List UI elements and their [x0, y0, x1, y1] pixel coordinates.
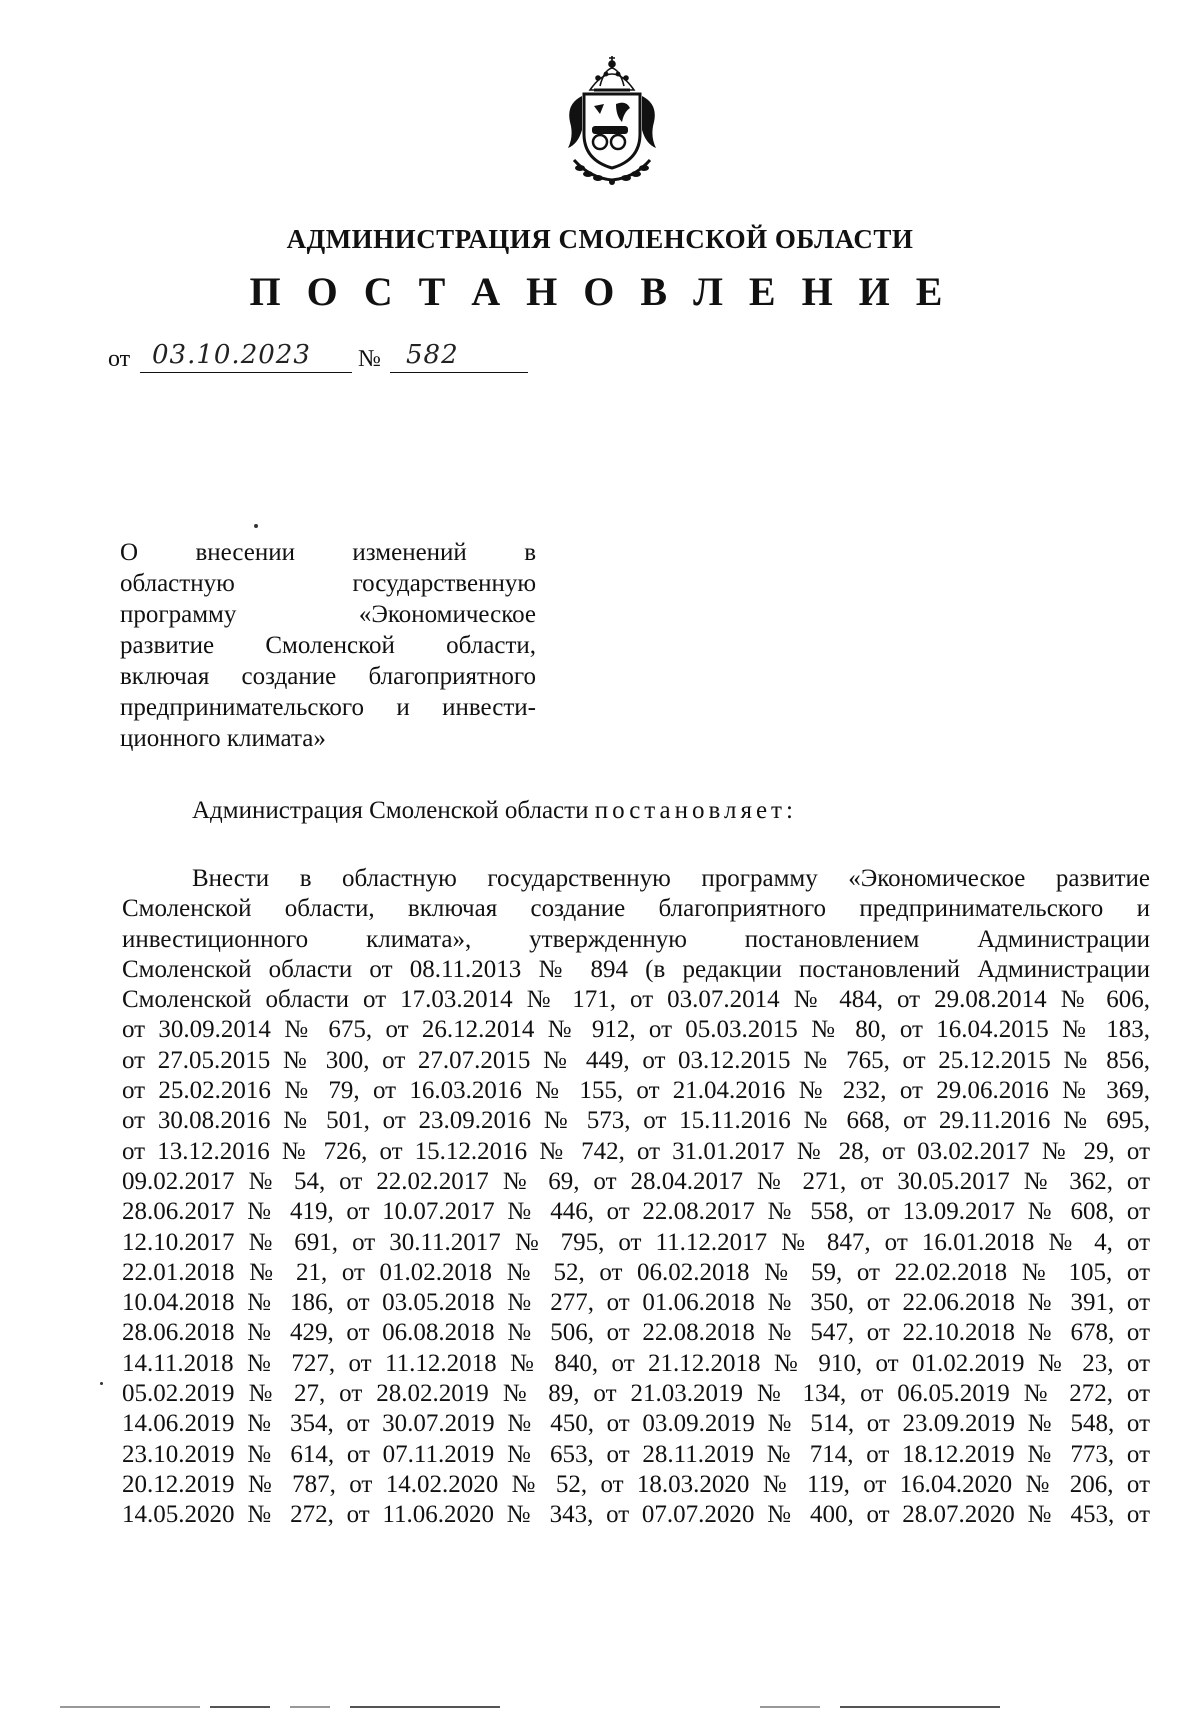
subject-line: развитие Смоленской области,: [120, 632, 536, 659]
body-line: 14.11.2018 № 727, от 11.12.2018 № 840, от 21.12.2018 № 910, от 01.02.2019 № 23, от: [122, 1349, 1150, 1377]
body-paragraph: [122, 864, 1150, 1531]
body-line: от 13.12.2016 № 726, от 15.12.2016 № 742, от 31.01.2017 № 28, от 03.02.2017 № 29, от: [122, 1137, 1150, 1165]
body-line: 10.04.2018 № 186, от 03.05.2018 № 277, от 01.06.2018 № 350, от 22.06.2018 № 391, от: [122, 1289, 1150, 1317]
subject-line: областную государственную: [120, 570, 536, 597]
number-underline: [390, 372, 528, 373]
body-line: инвестиционного климата», утвержденную постановлением Администрации: [122, 925, 1150, 953]
body-line: от 27.05.2015 № 300, от 27.07.2015 № 449, от 03.12.2015 № 765, от 25.12.2015 № 856,: [122, 1046, 1150, 1074]
body-line: 05.02.2019 № 27, от 28.02.2019 № 89, от 21.03.2019 № 134, от 06.05.2019 № 272, от: [122, 1380, 1150, 1408]
body-line: 14.05.2020 № 272, от 11.06.2020 № 343, от 07.07.2020 № 400, от 28.07.2020 № 453, от: [122, 1501, 1150, 1529]
body-line: Смоленской области от 08.11.2013 № 894 (в редакции постановлений Администрации: [122, 955, 1150, 983]
body-line: 28.06.2018 № 429, от 06.08.2018 № 506, от 22.08.2018 № 547, от 22.10.2018 № 678, от: [122, 1319, 1150, 1347]
body-line: 23.10.2019 № 614, от 07.11.2019 № 653, от 28.11.2019 № 714, от 18.12.2019 № 773, от: [122, 1440, 1150, 1468]
scan-dot: [254, 524, 258, 528]
subject-line: О внесении изменений в: [120, 539, 536, 566]
from-label: от: [108, 346, 131, 372]
body-line: от 30.08.2016 № 501, от 23.09.2016 № 573, от 15.11.2016 № 668, от 29.11.2016 № 695,: [122, 1107, 1150, 1135]
decree-verb: постановляет:: [594, 797, 797, 824]
body-line: 14.06.2019 № 354, от 30.07.2019 № 450, от 03.09.2019 № 514, от 23.09.2019 № 548, от: [122, 1410, 1150, 1438]
decree-statement: [192, 797, 797, 825]
document-type-title: П О С Т А Н О В Л Е Н И Е: [249, 269, 951, 314]
smolensk-coat-of-arms-icon: [560, 56, 664, 188]
decree-prefix: Администрация Смоленской области: [192, 797, 595, 824]
scan-edge-artifact: [60, 1706, 1060, 1709]
body-line: от 25.02.2016 № 79, от 16.03.2016 № 155, от 21.04.2016 № 232, от 29.06.2016 № 369,: [122, 1077, 1150, 1105]
handwritten-number: 582: [406, 340, 459, 370]
date-underline: [140, 372, 352, 373]
subject-line: предпринимательского и инвести-: [120, 694, 536, 721]
scan-dot: [100, 1382, 103, 1385]
subject-line: ционного климата»: [120, 725, 326, 752]
body-line: от 30.09.2014 № 675, от 26.12.2014 № 912, от 05.03.2015 № 80, от 16.04.2015 № 183,: [122, 1016, 1150, 1044]
handwritten-date: 03.10.2023: [152, 340, 311, 370]
body-line: 12.10.2017 № 691, от 30.11.2017 № 795, от 11.12.2017 № 847, от 16.01.2018 № 4, от: [122, 1228, 1150, 1256]
body-line: 28.06.2017 № 419, от 10.07.2017 № 446, от 22.08.2017 № 558, от 13.09.2017 № 608, от: [122, 1198, 1150, 1226]
subject-line: включая создание благоприятного: [120, 663, 536, 690]
body-line: Внести в областную государственную программу «Экономическое развитие: [192, 865, 1150, 892]
subject-block: [120, 537, 536, 754]
body-line: Смоленской области от 17.03.2014 № 171, от 03.07.2014 № 484, от 29.08.2014 № 606,: [122, 986, 1150, 1014]
body-line: 09.02.2017 № 54, от 22.02.2017 № 69, от 28.04.2017 № 271, от 30.05.2017 № 362, от: [122, 1167, 1150, 1195]
subject-line: программу «Экономическое: [120, 601, 536, 628]
date-number-line: [108, 340, 528, 378]
body-line: Смоленской области, включая создание благоприятного предпринимательского и: [122, 895, 1150, 923]
body-line: 22.01.2018 № 21, от 01.02.2018 № 52, от 06.02.2018 № 59, от 22.02.2018 № 105, от: [122, 1258, 1150, 1286]
body-line: 20.12.2019 № 787, от 14.02.2020 № 52, от 18.03.2020 № 119, от 16.04.2020 № 206, от: [122, 1470, 1150, 1498]
organization-title: АДМИНИСТРАЦИЯ СМОЛЕНСКОЙ ОБЛАСТИ: [286, 224, 914, 254]
number-label: №: [358, 346, 381, 372]
